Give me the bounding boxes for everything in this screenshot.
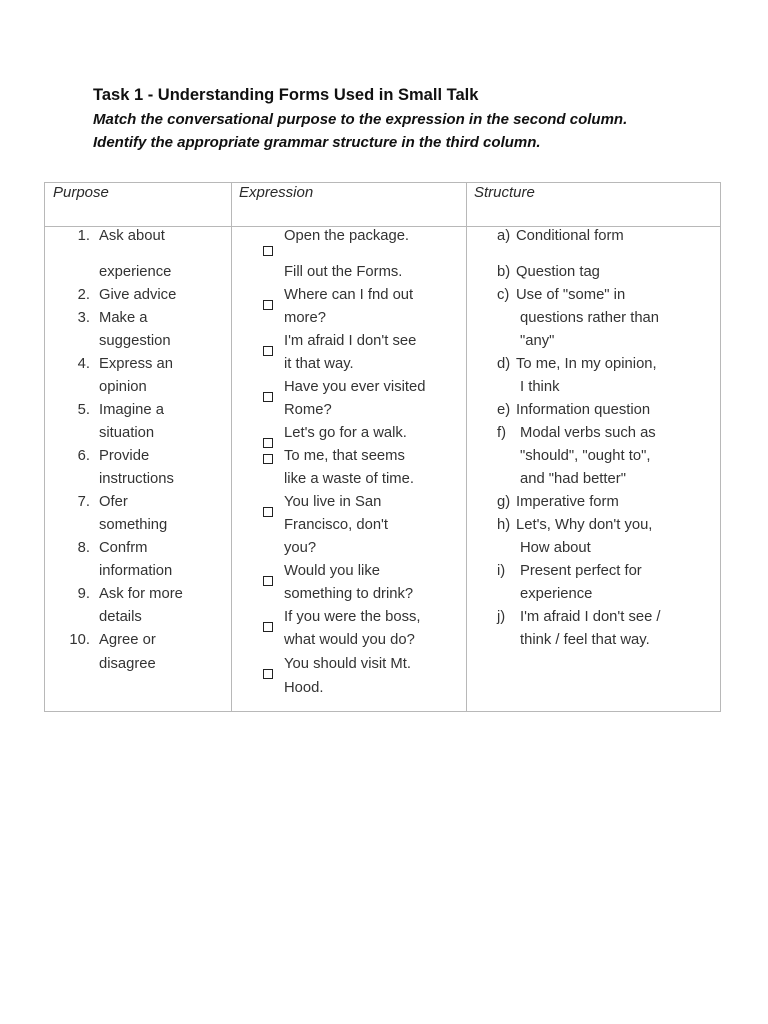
purpose-text: Ofer — [99, 493, 128, 510]
structure-label: e) — [497, 401, 511, 418]
header-expression: Expression — [239, 184, 314, 201]
expression-text: you? — [284, 539, 317, 556]
structure-text: How about — [520, 539, 591, 556]
structure-text: To me, In my opinion, — [516, 355, 657, 372]
purpose-number: 10. — [69, 631, 90, 648]
purpose-text: opinion — [99, 378, 147, 395]
purpose-number: 2. — [77, 286, 90, 303]
purpose-text: information — [99, 562, 173, 579]
expression-text: Where can I fnd out — [284, 286, 414, 303]
expression-text: To me, that seems — [284, 447, 405, 464]
purpose-text: instructions — [99, 470, 174, 487]
purpose-text: Express an — [99, 355, 174, 372]
expression-text: Hood. — [284, 679, 324, 696]
expression-text: Let's go for a walk. — [284, 424, 407, 441]
purpose-text: Make a — [99, 309, 148, 326]
structure-text: think / feel that way. — [520, 631, 650, 648]
expression-text: Would you like — [284, 562, 380, 579]
purpose-number: 7. — [77, 493, 90, 510]
purpose-number: 1. — [77, 228, 90, 244]
structure-text: Present perfect for — [520, 562, 642, 579]
expression-text: You should visit Mt. — [284, 655, 411, 672]
purpose-text: Ask about — [99, 228, 165, 244]
page-title: Task 1 - Understanding Forms Used in Small Talk — [93, 86, 479, 104]
structure-text: Information question — [516, 401, 651, 418]
purpose-text: Agree or — [99, 631, 156, 648]
structure-text: "any" — [520, 332, 555, 349]
purpose-number: 8. — [77, 539, 90, 556]
expression-text: something to drink? — [284, 585, 414, 602]
structure-text: Question tag — [516, 263, 600, 280]
structure-label: i) — [497, 562, 506, 579]
instruction-line: Match the conversational purpose to the expression in the second column. — [93, 111, 628, 128]
structure-text: experience — [520, 585, 593, 602]
header-structure: Structure — [474, 184, 535, 201]
purpose-text: situation — [99, 424, 155, 441]
expression-text: more? — [284, 309, 326, 326]
purpose-number: 9. — [77, 585, 90, 602]
structure-text: Imperative form — [516, 493, 619, 510]
checkbox[interactable] — [263, 392, 273, 402]
purpose-text: Provide — [99, 447, 150, 464]
checkbox[interactable] — [263, 507, 273, 517]
matching-table — [44, 182, 721, 712]
checkbox[interactable] — [263, 246, 273, 256]
purpose-number: 5. — [77, 401, 90, 418]
purpose-number: 6. — [77, 447, 90, 464]
table-border-right — [720, 182, 721, 712]
structure-text: Use of "some" in — [516, 286, 626, 303]
purpose-text: something — [99, 516, 168, 533]
structure-label: g) — [497, 493, 511, 510]
structure-text: questions rather than — [520, 309, 660, 326]
purpose-number: 3. — [77, 309, 90, 326]
expression-text: it that way. — [284, 355, 354, 372]
structure-label: c) — [497, 286, 510, 303]
structure-text: I'm afraid I don't see / — [520, 608, 661, 625]
checkbox[interactable] — [263, 346, 273, 356]
table-border-top — [44, 182, 721, 183]
purpose-number: 4. — [77, 355, 90, 372]
structure-text: I think — [520, 378, 560, 395]
structure-text: "should", "ought to", — [520, 447, 651, 464]
expression-text: I'm afraid I don't see — [284, 332, 417, 349]
structure-label: b) — [497, 263, 511, 280]
checkbox[interactable] — [263, 454, 273, 464]
column-divider — [231, 182, 232, 712]
structure-text: and "had better" — [520, 470, 626, 487]
expression-text: Have you ever visited — [284, 378, 426, 395]
expression-text: like a waste of time. — [284, 470, 414, 487]
structure-text: Modal verbs such as — [520, 424, 656, 441]
checkbox[interactable] — [263, 438, 273, 448]
structure-label: a) — [497, 228, 511, 244]
checkbox[interactable] — [263, 576, 273, 586]
structure-text: Conditional form — [516, 228, 624, 244]
checkbox[interactable] — [263, 622, 273, 632]
structure-label: f) — [497, 424, 507, 441]
purpose-text: details — [99, 608, 142, 625]
structure-label: j) — [497, 608, 506, 625]
purpose-text: experience — [99, 263, 172, 280]
purpose-text: Give advice — [99, 286, 177, 303]
column-divider — [466, 182, 467, 712]
purpose-text: disagree — [99, 655, 156, 672]
purpose-text: Ask for more — [99, 585, 183, 602]
instruction-line: Identify the appropriate grammar structure in the third column. — [93, 134, 541, 151]
expression-text: Francisco, don't — [284, 516, 388, 533]
checkbox[interactable] — [263, 300, 273, 310]
table-border-bottom — [44, 711, 721, 712]
expression-text: If you were the boss, — [284, 608, 421, 625]
purpose-text: Confrm — [99, 539, 148, 556]
checkbox[interactable] — [263, 669, 273, 679]
expression-text: Fill out the Forms. — [284, 263, 403, 280]
expression-text: Open the package. — [284, 228, 410, 244]
header-purpose: Purpose — [53, 184, 109, 201]
purpose-text: suggestion — [99, 332, 171, 349]
structure-label: d) — [497, 355, 511, 372]
structure-label: h) — [497, 516, 511, 533]
structure-text: Let's, Why don't you, — [516, 516, 653, 533]
expression-text: what would you do? — [284, 631, 415, 648]
expression-text: Rome? — [284, 401, 332, 418]
purpose-text: Imagine a — [99, 401, 164, 418]
expression-text: You live in San — [284, 493, 382, 510]
